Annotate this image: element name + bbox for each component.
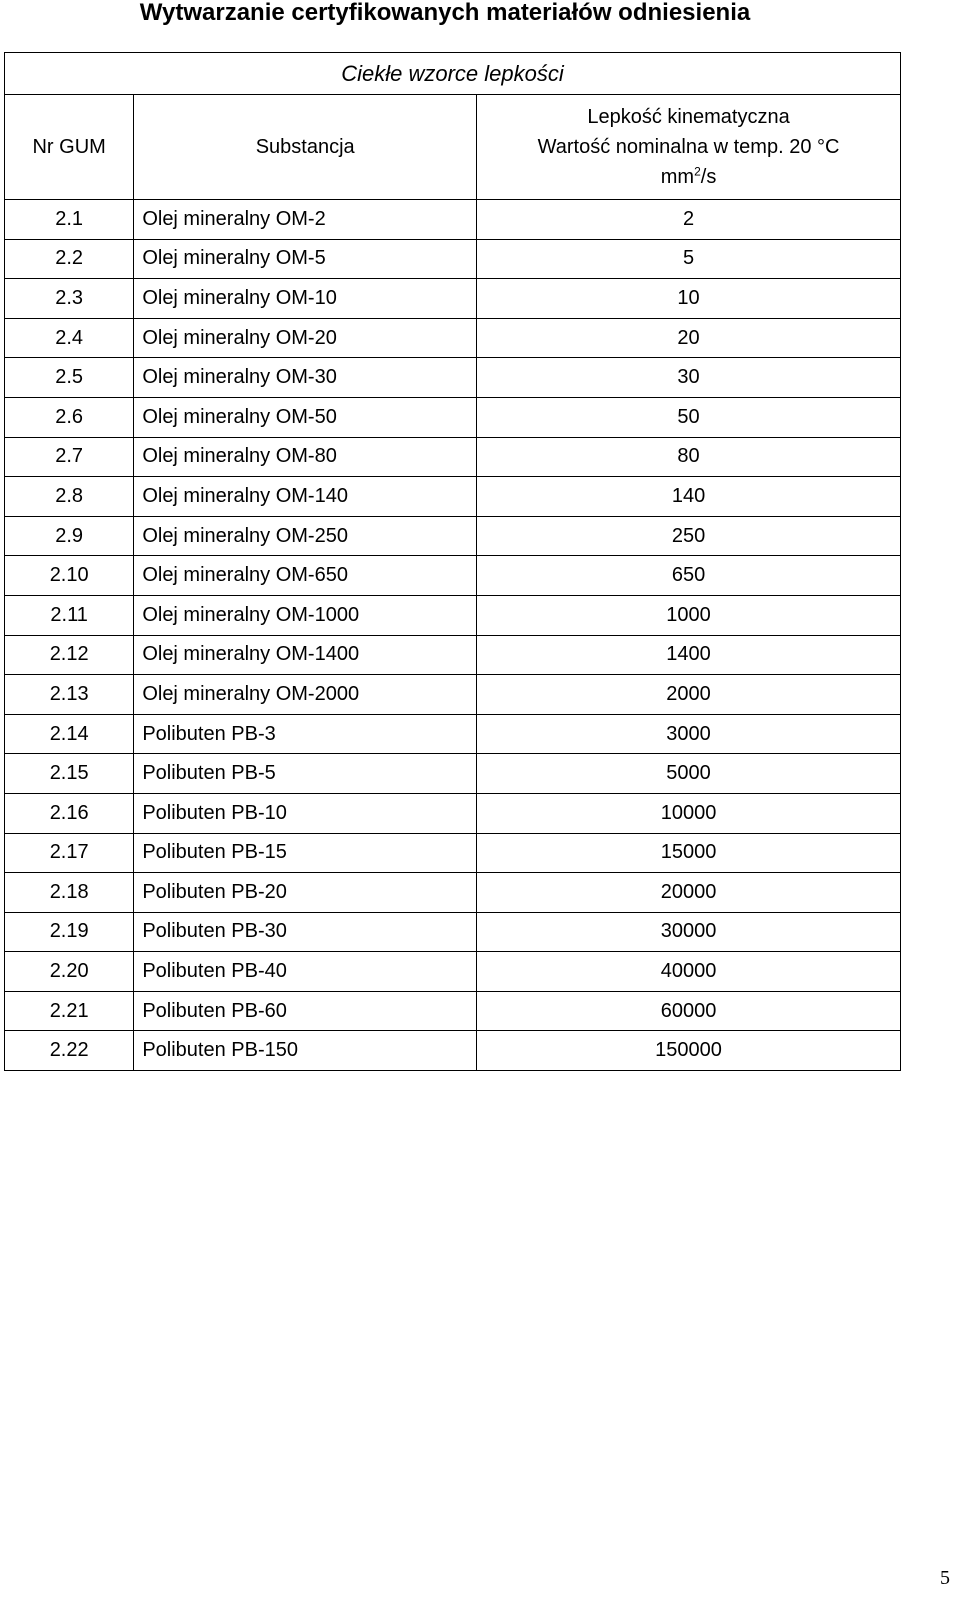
cell-viscosity-value: 60000 [477,991,901,1031]
cell-substance: Olej mineralny OM-20 [134,318,477,358]
cell-substance: Olej mineralny OM-2000 [134,675,477,715]
cell-nr-gum: 2.10 [5,556,134,596]
cell-nr-gum: 2.19 [5,912,134,952]
cell-viscosity-value: 30000 [477,912,901,952]
cell-substance: Olej mineralny OM-1000 [134,595,477,635]
table-row [5,516,901,556]
cell-viscosity-value: 2000 [477,675,901,715]
table-row [5,675,901,715]
cell-viscosity-value: 20000 [477,873,901,913]
cell-nr-gum: 2.20 [5,952,134,992]
header-nr-gum: Nr GUM [5,95,134,200]
table-row [5,318,901,358]
table-row [5,912,901,952]
cell-viscosity-value: 2 [477,200,901,240]
table-row [5,556,901,596]
cell-nr-gum: 2.13 [5,675,134,715]
cell-viscosity-value: 30 [477,358,901,398]
cell-viscosity-value: 50 [477,397,901,437]
unit-prefix: mm [660,166,695,188]
cell-viscosity-value: 15000 [477,833,901,873]
cell-substance: Olej mineralny OM-80 [134,437,477,477]
table-row [5,714,901,754]
cell-nr-gum: 2.1 [5,200,134,240]
table-row [5,635,901,675]
header-viscosity-title: Lepkość kinematyczna [587,106,790,128]
cell-substance: Olej mineralny OM-30 [134,358,477,398]
header-viscosity [477,95,901,200]
table-row [5,477,901,517]
header-viscosity-unit [477,162,900,192]
page-number: 5 [940,1567,950,1589]
cell-substance: Polibuten PB-15 [134,833,477,873]
table-row [5,952,901,992]
table-caption: Ciekłe wzorce lepkości [5,53,901,95]
cell-nr-gum: 2.4 [5,318,134,358]
cell-nr-gum: 2.3 [5,279,134,319]
cell-substance: Olej mineralny OM-650 [134,556,477,596]
table-row [5,200,901,240]
cell-viscosity-value: 250 [477,516,901,556]
document-title: Wytwarzanie certyfikowanych materiałów odniesienia [139,0,751,26]
cell-substance: Olej mineralny OM-2 [134,200,477,240]
cell-nr-gum: 2.17 [5,833,134,873]
cell-nr-gum: 2.8 [5,477,134,517]
cell-substance: Polibuten PB-10 [134,793,477,833]
unit-suffix: /s [700,166,717,188]
table-row [5,279,901,319]
cell-nr-gum: 2.12 [5,635,134,675]
cell-viscosity-value: 650 [477,556,901,596]
table-row [5,358,901,398]
table-row [5,754,901,794]
cell-nr-gum: 2.2 [5,239,134,279]
table-row [5,397,901,437]
cell-nr-gum: 2.9 [5,516,134,556]
cell-viscosity-value: 1400 [477,635,901,675]
header-substance: Substancja [134,95,477,200]
cell-substance: Polibuten PB-40 [134,952,477,992]
cell-viscosity-value: 140 [477,477,901,517]
cell-nr-gum: 2.7 [5,437,134,477]
cell-nr-gum: 2.11 [5,595,134,635]
cell-viscosity-value: 10 [477,279,901,319]
table-row [5,239,901,279]
cell-substance: Polibuten PB-20 [134,873,477,913]
table-row [5,991,901,1031]
header-viscosity-temp: Wartość nominalna w temp. 20 °C [537,136,840,158]
table-row [5,595,901,635]
cell-nr-gum: 2.6 [5,397,134,437]
cell-viscosity-value: 80 [477,437,901,477]
cell-substance: Polibuten PB-60 [134,991,477,1031]
cell-viscosity-value: 3000 [477,714,901,754]
cell-viscosity-value: 1000 [477,595,901,635]
header-row [5,95,901,200]
cell-substance: Polibuten PB-5 [134,754,477,794]
table-row [5,833,901,873]
cell-viscosity-value: 5000 [477,754,901,794]
cell-nr-gum: 2.5 [5,358,134,398]
cell-nr-gum: 2.21 [5,991,134,1031]
cell-substance: Olej mineralny OM-50 [134,397,477,437]
cell-substance: Olej mineralny OM-10 [134,279,477,319]
cell-nr-gum: 2.14 [5,714,134,754]
table-row [5,873,901,913]
cell-viscosity-value: 20 [477,318,901,358]
cell-substance: Olej mineralny OM-1400 [134,635,477,675]
cell-substance: Olej mineralny OM-250 [134,516,477,556]
cell-substance: Polibuten PB-3 [134,714,477,754]
caption-row [5,53,901,95]
cell-nr-gum: 2.16 [5,793,134,833]
cell-nr-gum: 2.18 [5,873,134,913]
cell-nr-gum: 2.15 [5,754,134,794]
cell-viscosity-value: 10000 [477,793,901,833]
cell-viscosity-value: 150000 [477,1031,901,1071]
cell-substance: Olej mineralny OM-140 [134,477,477,517]
cell-substance: Olej mineralny OM-5 [134,239,477,279]
unit-exponent: 2 [694,164,701,179]
cell-substance: Polibuten PB-150 [134,1031,477,1071]
table-row [5,793,901,833]
cell-viscosity-value: 5 [477,239,901,279]
table-row [5,1031,901,1071]
cell-substance: Polibuten PB-30 [134,912,477,952]
viscosity-standards-table [4,52,901,1071]
table-row [5,437,901,477]
cell-nr-gum: 2.22 [5,1031,134,1071]
cell-viscosity-value: 40000 [477,952,901,992]
